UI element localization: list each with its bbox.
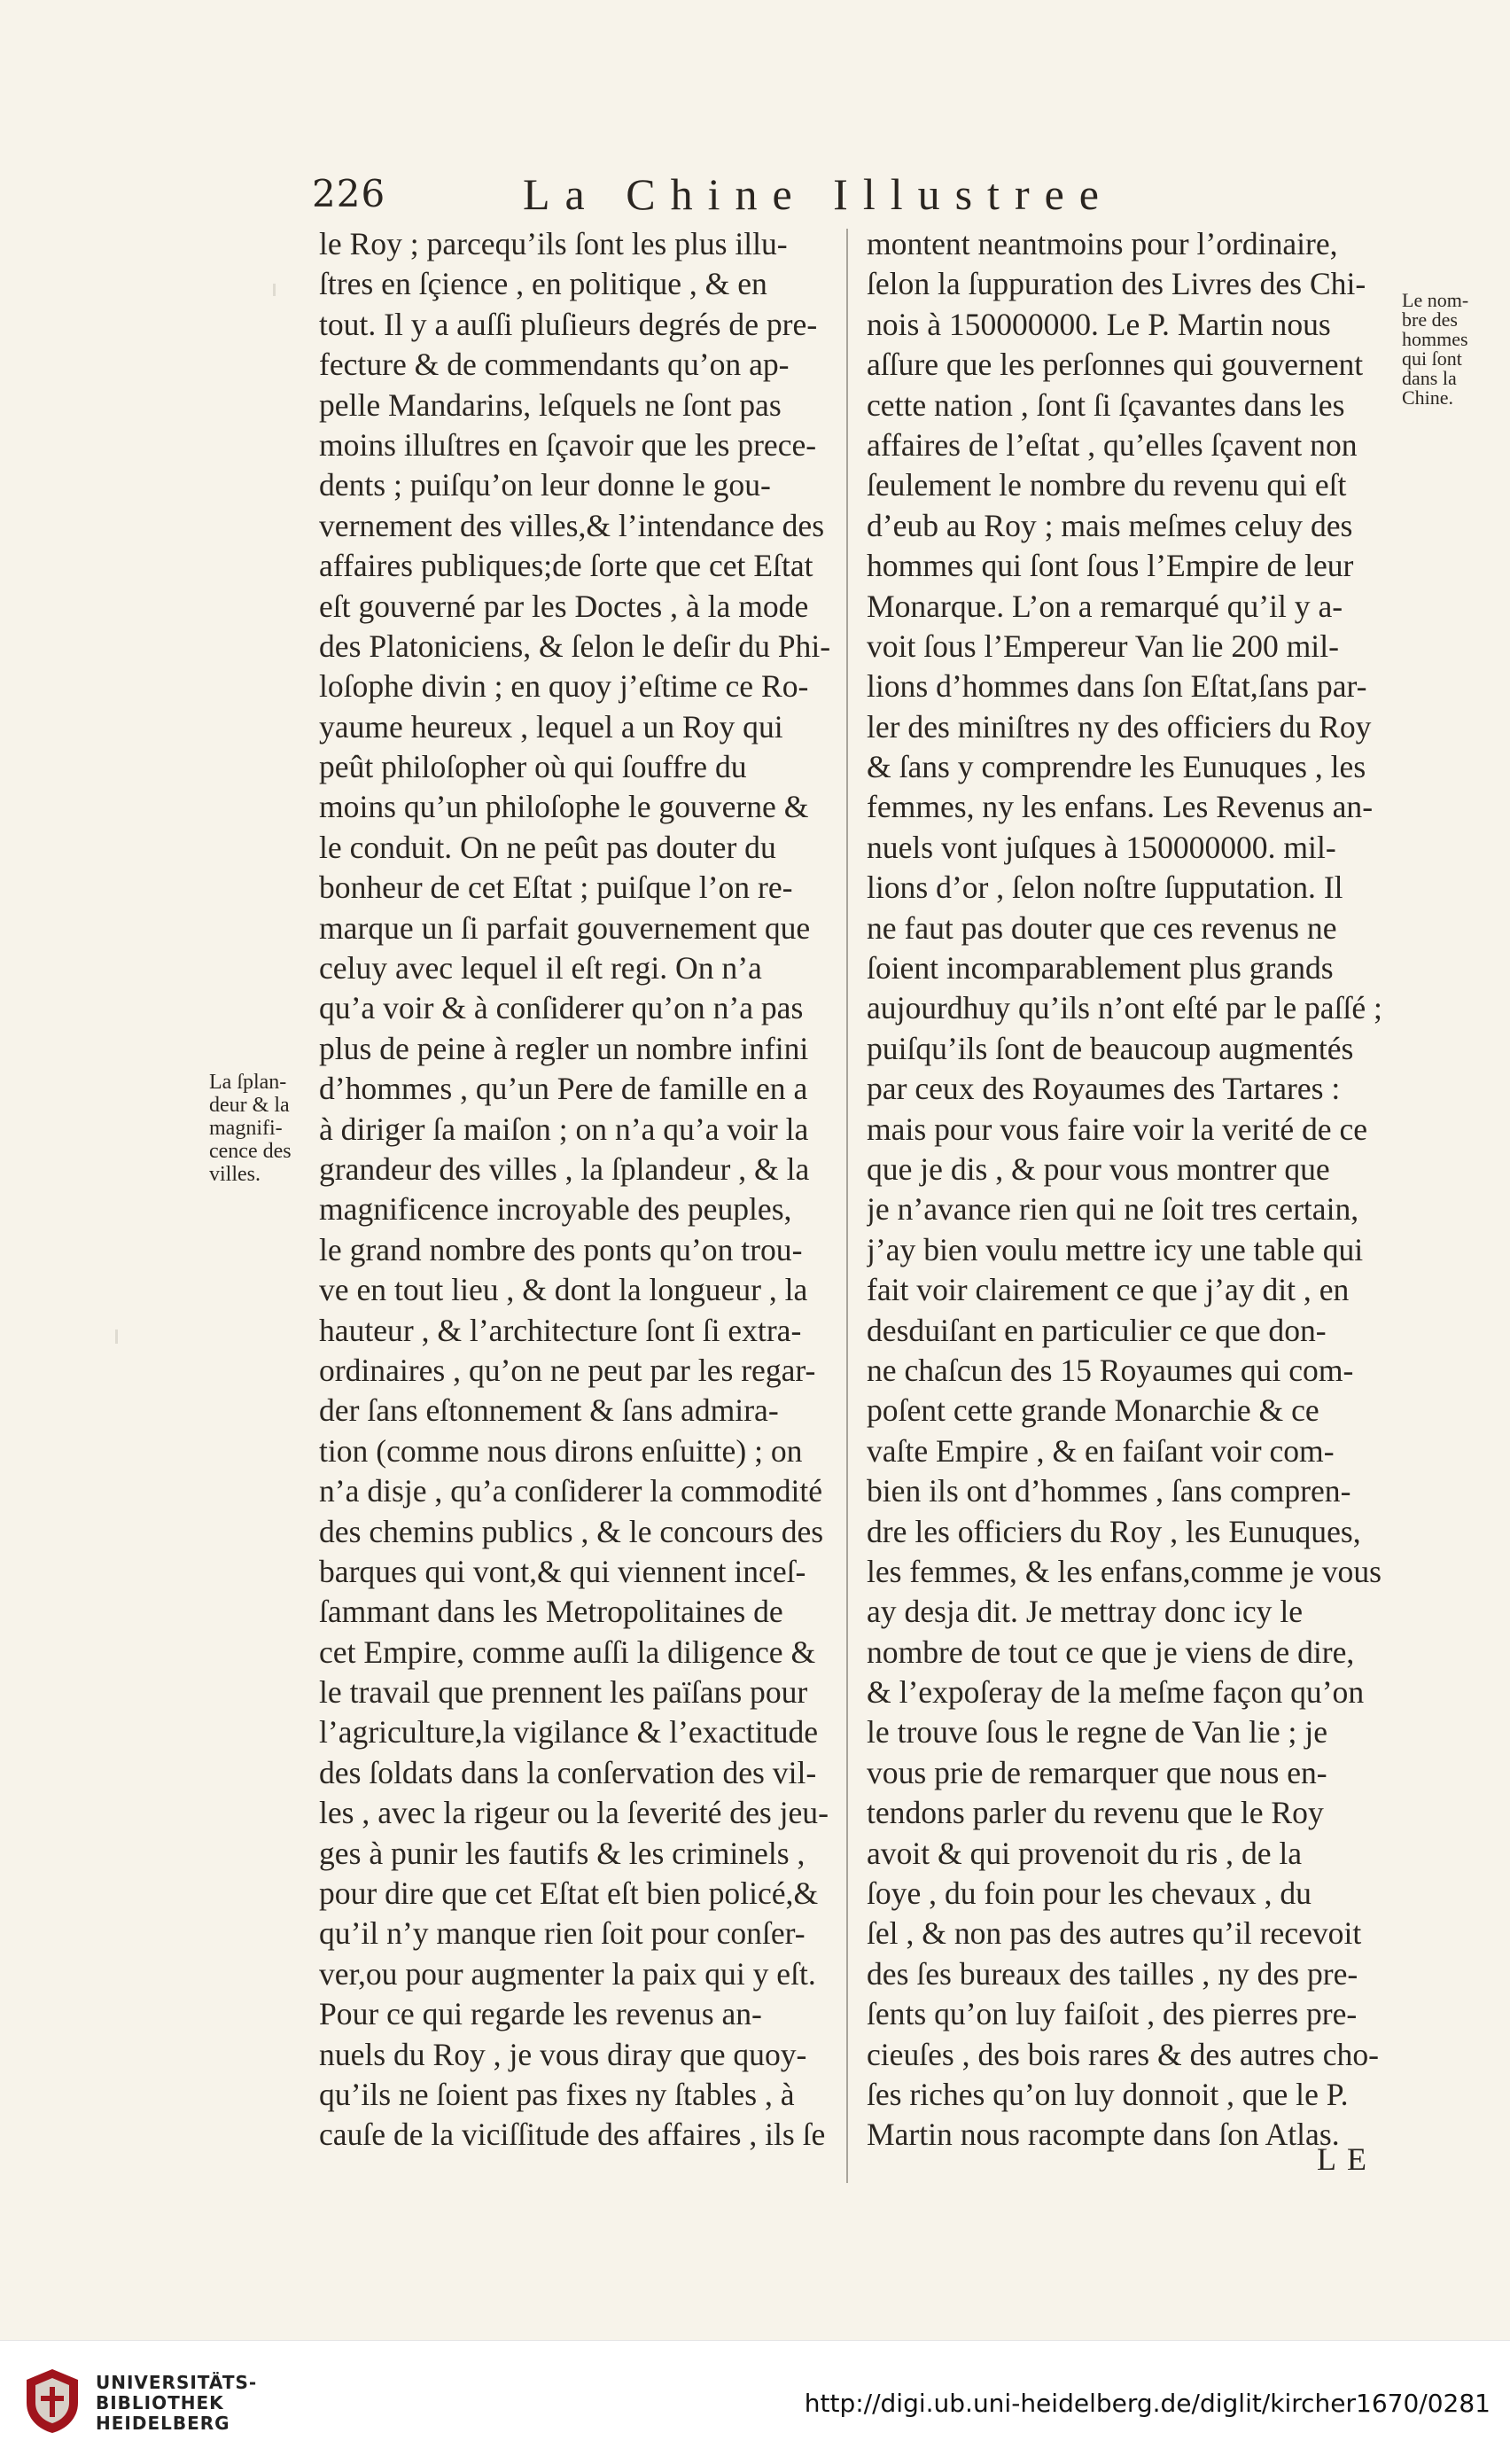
margin-note-line: magnifi- xyxy=(209,1117,283,1140)
text-line: Monarque. L’on a remarqué qu’il y a- xyxy=(867,588,1343,624)
university-seal-icon xyxy=(23,2367,82,2435)
left-margin-note xyxy=(209,1071,307,1186)
text-line: & l’expoſeray de la meſme façon qu’on xyxy=(867,1674,1365,1711)
text-line: ſents qu’on luy faiſoit , des pierres pre- xyxy=(867,1996,1358,2032)
text-line: des Platoniciens, & ſelon le deſir du Phi- xyxy=(319,628,831,664)
text-line: moins illuſtres en ſçavoir que les prece- xyxy=(319,426,817,463)
page-header xyxy=(310,168,1409,222)
text-line: ne faut pas douter que ces revenus ne xyxy=(867,909,1337,946)
text-line: hauteur , & l’architecture ſont ſi extra- xyxy=(319,1312,802,1348)
text-line: yaume heureux , lequel a un Roy qui xyxy=(319,708,783,745)
text-line: pour dire que cet Eſtat eſt bien policé,& xyxy=(319,1875,819,1912)
text-line: Martin nous racompte dans ſon Atlas. xyxy=(867,2117,1340,2153)
paper-mark xyxy=(115,1329,118,1344)
text-line: d’eub au Roy ; mais meſmes celuy des xyxy=(867,507,1353,543)
text-line: marque un ſi parfait gouvernement que xyxy=(319,909,811,946)
text-line: nombre de tout ce que je viens de dire, xyxy=(867,1634,1355,1670)
text-line: le Roy ; parcequ’ils ſont les plus illu- xyxy=(319,226,788,261)
text-line: lions d’or , ſelon noſtre ſupputation. Il xyxy=(867,869,1343,906)
margin-note-line: dans la xyxy=(1402,367,1457,389)
text-line: les femmes, & les enfans,comme je vous xyxy=(867,1553,1382,1589)
library-line: UNIVERSITÄTS- xyxy=(96,2372,258,2393)
text-line: cet Empire, comme auſſi la diligence & xyxy=(319,1634,816,1670)
text-line: mais pour vous faire voir la verité de ce xyxy=(867,1111,1368,1147)
catchword: LE xyxy=(1317,2141,1377,2177)
text-line: hommes qui ſont ſous l’Empire de leur xyxy=(867,548,1354,584)
margin-note-line: Le nom- xyxy=(1402,289,1469,311)
text-line: poſent cette grande Monarchie & ce xyxy=(867,1392,1319,1429)
text-line: celuy avec lequel il eſt regi. On n’a xyxy=(319,950,762,986)
text-line: voit ſous l’Empereur Van lie 200 mil- xyxy=(867,628,1339,664)
text-line: ſes riches qu’on luy donnoit , que le P. xyxy=(867,2076,1349,2112)
text-line: des chemins publics , & le concours des xyxy=(319,1513,824,1549)
text-line: Pour ce qui regarde les revenus an- xyxy=(319,1996,762,2032)
text-line: qu’il n’y manque rien ſoit pour conſer- xyxy=(319,1915,806,1952)
text-line: ne chaſcun des 15 Royaumes qui com- xyxy=(867,1352,1354,1388)
running-title: La Chine Illustree xyxy=(523,169,1114,219)
text-line: pelle Mandarins, leſquels ne ſont pas xyxy=(319,386,782,423)
text-line: ſelon la ſuppuration des Livres des Chi- xyxy=(867,266,1366,302)
left-text-column xyxy=(319,224,851,2156)
text-line: je n’avance rien qui ne ſoit tres certain, xyxy=(867,1191,1359,1228)
text-line: j’ay bien voulu mettre icy une table qui xyxy=(867,1231,1364,1267)
text-line: desduiſant en particulier ce que don- xyxy=(867,1312,1327,1348)
text-line: & ſans y comprendre les Eunuques , les xyxy=(867,749,1366,785)
text-line: à diriger ſa maiſon ; on n’a qu’a voir la xyxy=(319,1111,809,1147)
margin-note-line: bre des xyxy=(1402,308,1458,331)
text-line: le conduit. On ne peût pas douter du xyxy=(319,829,776,865)
text-line: des ſoldats dans la conſervation des vil- xyxy=(319,1754,817,1790)
text-line: bonheur de cet Eſtat ; puiſque l’on re- xyxy=(319,869,793,906)
text-line: montent neantmoins pour l’ordinaire, xyxy=(867,226,1338,261)
margin-note-line: La ſplan- xyxy=(209,1071,287,1094)
text-line: cauſe de la viciſſitude des affaires , ils ſe xyxy=(319,2117,826,2153)
paper-mark xyxy=(273,284,276,296)
text-line: peût philoſopher où qui ſouffre du xyxy=(319,749,747,785)
text-line: par ceux des Royaumes des Tartares : xyxy=(867,1071,1341,1107)
text-line: plus de peine à regler un nombre infini xyxy=(319,1030,809,1066)
text-line: les , avec la rigeur ou la ſeverité des jeu- xyxy=(319,1795,829,1831)
text-line: ſoye , du foin pour les chevaux , du xyxy=(867,1875,1312,1912)
text-line: ay desja dit. Je mettray donc icy le xyxy=(867,1594,1303,1630)
text-line: nuels du Roy , je vous diray que quoy- xyxy=(319,2036,807,2072)
library-name xyxy=(96,2373,257,2434)
text-line: ler des miniſtres ny des officiers du Roy xyxy=(867,708,1372,745)
text-line: femmes, ny les enfans. Les Revenus an- xyxy=(867,789,1374,825)
text-line: ſel , & non pas des autres qu’il recevoit xyxy=(867,1915,1362,1952)
text-line: ges à punir les fautifs & les criminels , xyxy=(319,1835,806,1871)
margin-note-line: deur & la xyxy=(209,1094,290,1117)
text-line: bien ils ont d’hommes , ſans compren- xyxy=(867,1473,1351,1509)
text-line: affaires publiques;de ſorte que cet Eſtat xyxy=(319,548,813,584)
text-line: le travail que prennent les païſans pour xyxy=(319,1674,808,1711)
text-line: qu’a voir & à conſiderer qu’on n’a pas xyxy=(319,990,804,1026)
text-line: loſophe divin ; en quoy j’eſtime ce Ro- xyxy=(319,668,809,705)
margin-note-line: villes. xyxy=(209,1163,261,1186)
permalink[interactable]: http://digi.ub.uni-heidelberg.de/diglit/kircher1670/0281 xyxy=(804,2389,1491,2418)
text-line: d’hommes , qu’un Pere de famille en a xyxy=(319,1071,808,1107)
footer-bar xyxy=(0,2340,1510,2464)
text-line: que je dis , & pour vous montrer que xyxy=(867,1150,1330,1187)
margin-note-line: cence des xyxy=(209,1140,292,1163)
text-line: puiſqu’ils ſont de beaucoup augmentés xyxy=(867,1030,1354,1066)
text-line: ſammant dans les Metropolitaines de xyxy=(319,1594,783,1630)
margin-note-line: Chine. xyxy=(1402,386,1454,409)
text-line: le grand nombre des ponts qu’on trou- xyxy=(319,1231,803,1267)
column-rule xyxy=(846,229,848,2183)
margin-note-line: hommes xyxy=(1402,328,1468,350)
text-line: des ſes bureaux des tailles , ny des pre- xyxy=(867,1955,1358,1992)
text-line: ver,ou pour augmenter la paix qui y eſt. xyxy=(319,1955,816,1992)
text-line: l’agriculture,la vigilance & l’exactitude xyxy=(319,1714,819,1751)
text-line: ordinaires , qu’on ne peut par les regar- xyxy=(319,1352,816,1388)
text-line: grandeur des villes , la ſplandeur , & la xyxy=(319,1150,810,1187)
text-line: magnificence incroyable des peuples, xyxy=(319,1191,792,1228)
text-line: cette nation , ſont ſi ſçavantes dans les xyxy=(867,386,1345,423)
text-line: affaires de l’eſtat , qu’elles ſçavent non xyxy=(867,426,1358,463)
text-line: moins qu’un philoſophe le gouverne & xyxy=(319,789,809,825)
text-line: cieuſes , des bois rares & des autres cho- xyxy=(867,2036,1379,2072)
text-line: avoit & qui provenoit du ris , de la xyxy=(867,1835,1303,1871)
right-margin-note xyxy=(1402,291,1499,408)
text-line: fait voir clairement ce que j’ay dit , en xyxy=(867,1272,1350,1308)
text-line: tion (comme nous dirons enſuitte) ; on xyxy=(319,1432,803,1469)
text-line: nois à 150000000. Le P. Martin nous xyxy=(867,306,1331,342)
text-line: fecture & de commendants qu’on ap- xyxy=(319,347,790,383)
text-line: barques qui vont,& qui viennent inceſ- xyxy=(319,1553,806,1589)
text-line: dents ; puiſqu’on leur donne le gou- xyxy=(319,467,771,503)
text-line: vous prie de remarquer que nous en- xyxy=(867,1754,1327,1790)
text-line: tendons parler du revenu que le Roy xyxy=(867,1795,1324,1831)
text-line: qu’ils ne ſoient pas fixes ny ſtables , à xyxy=(319,2076,795,2112)
text-line: lions d’hommes dans ſon Eſtat,ſans par- xyxy=(867,668,1367,705)
text-line: vaſte Empire , & en faiſant voir com- xyxy=(867,1432,1335,1469)
text-line: vernement des villes,& l’intendance des xyxy=(319,507,825,543)
text-line: tout. Il y a auſſi pluſieurs degrés de pre- xyxy=(319,306,818,342)
text-line: n’a disje , qu’a conſiderer la commodité xyxy=(319,1473,823,1509)
text-line: der ſans eſtonnement & ſans admira- xyxy=(319,1392,779,1429)
margin-note-line: qui ſont xyxy=(1402,347,1462,370)
page-number: 226 xyxy=(312,172,386,215)
text-line: eſt gouverné par les Doctes , à la mode xyxy=(319,588,809,624)
text-line: ſeulement le nombre du revenu qui eſt xyxy=(867,467,1347,503)
text-line: ve en tout lieu , & dont la longueur , la xyxy=(319,1272,808,1308)
library-line: HEIDELBERG xyxy=(96,2413,230,2434)
right-text-column xyxy=(867,224,1393,2156)
text-line: ſtres en ſçience , en politique , & en xyxy=(319,266,767,302)
library-line: BIBLIOTHEK xyxy=(96,2392,224,2413)
text-line: aujourdhuy qu’ils n’ont eſté par le paſſé ; xyxy=(867,990,1382,1026)
text-line: nuels vont juſques à 150000000. mil- xyxy=(867,829,1336,865)
text-line: dre les officiers du Roy , les Eunuques, xyxy=(867,1513,1361,1549)
text-line: le trouve ſous le regne de Van lie ; je xyxy=(867,1714,1327,1751)
text-line: ſoient incomparablement plus grands xyxy=(867,950,1334,986)
text-line: aſſure que les perſonnes qui gouvernent xyxy=(867,347,1364,383)
